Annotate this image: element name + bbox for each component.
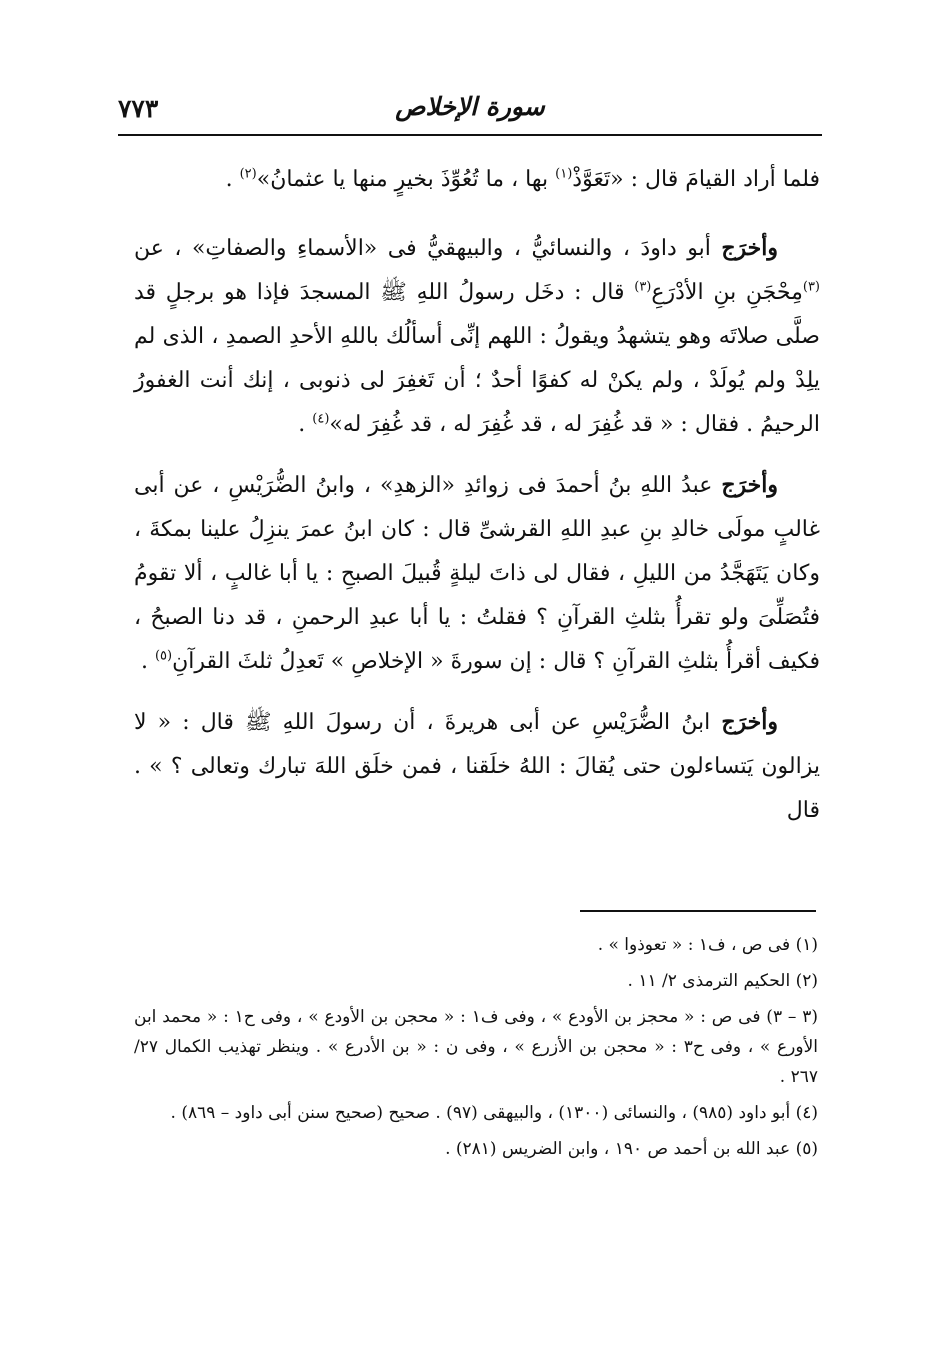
paragraph-2-lead: وأخرَج <box>721 235 778 261</box>
footnote-1: (١) فى ص ، ف١ : « تعوذوا » . <box>597 935 818 955</box>
paragraph-4 <box>134 700 820 833</box>
footnotes <box>134 930 818 1170</box>
footnote-2: (٢) الحكيم الترمذى ٢/ ١١ . <box>627 971 818 991</box>
paragraph-2-text-3: قال : دخَل رسولُ اللهِ ﷺ المسجدَ فإذا هو برجلٍ قد صلَّى صلاتَه وهو يتشهدُ ويقولُ : اللهم إنِّى أسألُك باللهِ الأحدِ الصمدِ ، الذى لم يلِدْ ولم يُولَدْ ، ولم يكنْ له كفوًا أحدٌ ؛ أن تَغفِرَ لى ذنوبى ، إنك أنت الغفورُ الرحيمُ . فقال : « قد غُفِرَ له ، قد غُفِرَ له ، قد غُفِرَ له» <box>134 280 820 437</box>
page-number: ٧٧٣ <box>118 94 159 123</box>
page-header <box>118 88 822 136</box>
paragraph-3-end: . <box>140 649 155 674</box>
footnote-ref-2: (٢) <box>239 166 257 182</box>
footnote-4: (٤) أبو داود (٩٨٥) ، والنسائى (١٣٠٠) ، والبيهقى (٩٧) . صحيح (صحيح سنن أبى داود – ٨٦٩) . <box>170 1103 818 1123</box>
paragraph-1-end: . <box>225 167 240 192</box>
footnote-divider <box>580 910 816 912</box>
paragraph-2-name: مِحْجَنِ بنِ الأدْرَعِ <box>651 280 803 305</box>
paragraph-1-text-2: بها ، ما تُعُوِّذَ بخيرٍ منها يا عثمانُ» <box>256 167 556 192</box>
paragraph-1 <box>134 158 820 202</box>
main-text <box>134 158 820 849</box>
paragraph-1-text: فلما أراد القيامَ قال : «تَعَوَّذْ <box>572 167 820 192</box>
footnote-5: (٥) عبد الله بن أحمد ص ١٩٠ ، وابن الضريس (٢٨١) . <box>445 1139 818 1159</box>
footnote-ref-3-open: (٣) <box>802 279 820 295</box>
paragraph-4-text: ابنُ الضُّرَيْسِ عن أبى هريرةَ ، أن رسولَ اللهِ ﷺ قال : « لا يزالون يَتساءلون حتى يُقالَ : اللهُ خلَقنا ، فمن خلَق اللهَ تبارك وتعالى ؟ » . قال <box>134 710 820 823</box>
footnote-ref-5: (٥) <box>154 648 173 664</box>
footnote-3: (٣ – ٣) فى ص : « محجز بن الأودع » ، وفى ف١ : « محجن بن الأودع » ، وفى ح١ : « محمد ابن الأورع » ، وفى ح٣ : « محجن بن الأزرع » ، وفى ن : « بن الأدرع » . وينظر تهذيب الكمال ٢٧/ ٢٦٧ . <box>134 1007 819 1087</box>
paragraph-3 <box>134 463 820 684</box>
paragraph-2-text: أبو داودَ ، والنسائيُّ ، والبيهقيُّ فى «الأسماءِ والصفاتِ» ، عن <box>134 236 722 261</box>
paragraph-3-text: عبدُ اللهِ بنُ أحمدَ فى زوائدِ «الزهدِ» ، وابنُ الضُّرَيْسِ ، عن أبى غالبٍ مولَى خالدِ بنِ عبدِ اللهِ القرشىِّ قال : كان ابنُ عمرَ ينزِلُ علينا بمكةَ ، وكان يَتَهَجَّدُ من الليلِ ، فقال لى ذاتَ ليلةٍ قُبيلَ الصبحِ : يا أبا غالبٍ ، ألا تقومُ فتُصَلِّىَ ولو تقرأُ بثلثِ القرآنِ ؟ فقلتُ : يا أبا عبدِ الرحمنِ ، قد دنا الصبحُ ، فكيف أقرأُ بثلثِ القرآنِ ؟ قال : إن سورةَ « الإخلاصِ » تَعدِلُ ثلثَ القرآنِ <box>134 473 820 674</box>
paragraph-2-end: . <box>298 412 313 437</box>
paragraph-3-lead: وأخرَج <box>721 472 778 498</box>
page-title: سورة الإخلاص <box>395 92 545 121</box>
footnote-ref-1: (١) <box>555 166 573 182</box>
paragraph-4-lead: وأخرَج <box>721 709 778 735</box>
paragraph-2 <box>134 226 820 447</box>
footnote-ref-4: (٤) <box>312 411 330 427</box>
footnote-ref-3-close: (٣) <box>634 279 652 295</box>
